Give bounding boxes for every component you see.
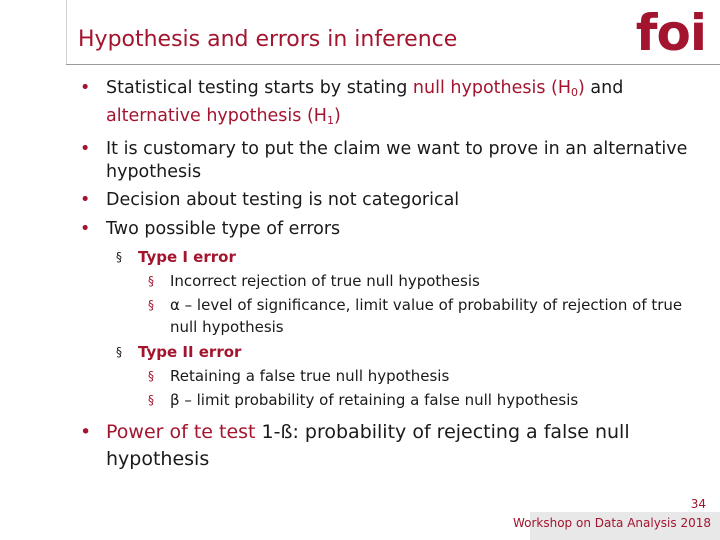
sub-bullet-marker: §: [116, 250, 122, 264]
bullet-dot: •: [80, 139, 91, 159]
type1-error-heading: § Type I error: [116, 248, 236, 266]
footer-text: Workshop on Data Analysis 2018: [512, 516, 711, 530]
bullet-text: It is customary to put the claim we want to prove in an alternative hypothesis: [106, 139, 688, 182]
type2-error-heading: § Type II error: [116, 343, 242, 361]
bullet-decision: [80, 189, 700, 212]
bullet-text: Two possible type of errors: [106, 218, 341, 239]
type2-item: § Retaining a false true null hypothesis: [148, 367, 450, 385]
type1-item: § Incorrect rejection of true null hypothesis: [148, 272, 480, 290]
slide-title: Hypothesis and errors in inference: [78, 27, 458, 52]
sub-bullet-marker: §: [148, 393, 154, 407]
sub-bullet-marker: §: [148, 274, 154, 288]
type2-item: § β – limit probability of retaining a false null hypothesis: [148, 391, 579, 409]
title-left-rule: [66, 0, 67, 64]
sub-bullet-marker: §: [116, 345, 122, 359]
sub-bullet-marker: §: [148, 298, 154, 312]
power-definition: 1-ß: probability of rejecting a false null hypothesis: [106, 421, 630, 470]
title-divider: [66, 64, 720, 65]
sub-bullet-marker: §: [148, 369, 154, 383]
foi-logo: foi: [635, 4, 706, 62]
bullet-errors: [80, 218, 700, 241]
page-number: 34: [690, 497, 706, 511]
bullet-dot: •: [80, 190, 91, 210]
bullet-power: [80, 419, 700, 473]
bullet-dot: •: [80, 218, 91, 239]
bullet-text: Statistical testing starts by stating: [106, 78, 413, 98]
null-hypothesis-term: null hypothesis $(H_0)$: [412, 78, 585, 99]
bullet-text: Decision about testing is not categorical: [106, 190, 460, 210]
bullet-dot: •: [80, 421, 92, 443]
bullet-claim: [80, 138, 700, 183]
power-term: Power of te test: [106, 421, 256, 443]
alternative-hypothesis-term: alternative hypothesis $(H_1)$: [106, 105, 341, 127]
bullet-hypotheses: • Statistical testing starts by stating null hypothesis $(H_0)$ and alternative hypothesis $(H_1)$: [80, 78, 624, 127]
type1-item: § α – level of significance, limit value of probability of rejection of true null hypothesis: [148, 296, 683, 336]
bullet-dot: •: [80, 78, 91, 98]
slide-content: [80, 77, 700, 473]
